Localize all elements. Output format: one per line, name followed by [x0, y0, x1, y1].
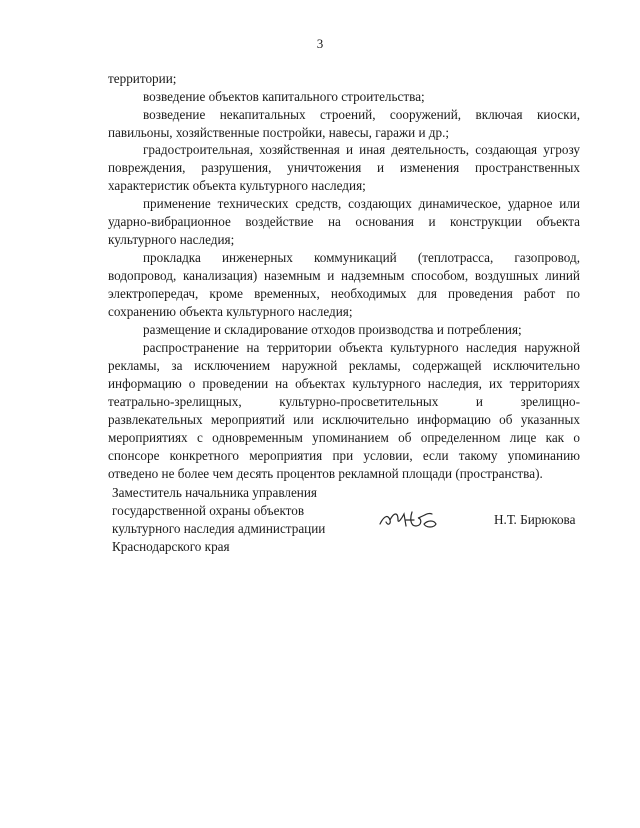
position-line: культурного наследия администрации: [112, 521, 326, 536]
text-line: павильоны, хозяйственные постройки, навесы, гаражи и др.;: [108, 125, 450, 140]
text-line: применение технических средств, создающих динамическое, ударное или: [143, 196, 580, 211]
text-line: градостроительная, хозяйственная и иная деятельность, создающая угрозу: [143, 142, 580, 157]
text-line: территории;: [108, 71, 177, 86]
text-line: рекламы, за исключением наружной рекламы, содержащей исключительно: [108, 358, 580, 373]
text-line: возведение объектов капитального строительства;: [143, 89, 425, 104]
text-line: повреждения, разрушения, уничтожения и изменения пространственных: [108, 160, 580, 175]
position-line: государственной охраны объектов: [112, 503, 305, 518]
text-line: сохранению объекта культурного наследия;: [108, 304, 353, 319]
signer-position: [112, 484, 325, 556]
text-line: развлекательных мероприятий или исключительно информацию об указанных: [108, 412, 580, 427]
text-line: распространение на территории объекта культурного наследия наружной: [143, 340, 580, 355]
text-line: информацию о проведении на объектах культурного наследия, их территориях: [108, 376, 580, 391]
text-line: прокладка инженерных коммуникаций (теплотрасса, газопровод,: [143, 250, 580, 265]
text-line: возведение некапитальных строений, сооружений, включая киоски,: [143, 107, 580, 122]
text-line: мероприятиях с одновременным упоминанием об определенном лице как о: [108, 430, 580, 445]
text-line: характеристик объекта культурного наследия;: [108, 178, 366, 193]
text-line: водопровод, канализация) наземным и надземным способом, воздушных линий: [108, 268, 580, 283]
position-line: Заместитель начальника управления: [112, 485, 317, 500]
position-line: Краснодарского края: [112, 539, 230, 554]
text-line: отведено не более чем десять процентов рекламной площади (пространства).: [108, 466, 543, 481]
text-line: ударно-вибрационное воздействие на основания и конструкции объекта: [108, 214, 580, 229]
handwritten-signature: [376, 506, 446, 532]
text-line: культурного наследия;: [108, 232, 235, 247]
text-line: театрально-зрелищных, культурно-просветительных и зрелищно-: [108, 394, 580, 409]
text-line: размещение и складирование отходов производства и потребления;: [143, 322, 522, 337]
page-number: 3: [316, 36, 324, 51]
text-line: спонсоре конкретного мероприятия при условии, если такому упоминанию: [108, 448, 580, 463]
text-line: электропередач, кроме временных, необходимых для проведения работ по: [108, 286, 580, 301]
signer-name: Н.Т. Бирюкова: [494, 512, 576, 527]
